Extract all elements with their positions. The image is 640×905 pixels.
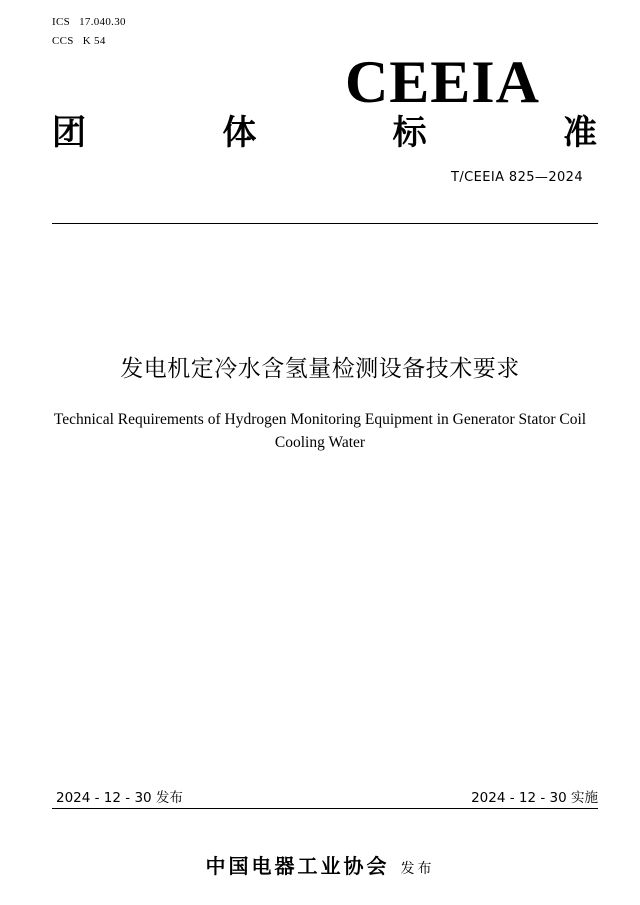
english-title-line-1: Technical Requirements of Hydrogen Monitoring Equipment in Generator Stator Coil [53, 411, 587, 428]
ics-label: ICS [52, 16, 71, 28]
english-title [40, 408, 600, 454]
english-title-line-2: Cooling Water [274, 434, 366, 451]
issue-date: 2024 - 12 - 30 发布 [56, 790, 183, 806]
standard-type-char: 团 [52, 113, 86, 153]
ics-code: 17.040.30 [79, 16, 126, 28]
footer-divider [52, 808, 598, 809]
standard-type-char: 准 [562, 113, 597, 153]
ceeia-logo: CEEIA [344, 49, 540, 115]
standard-type-heading [52, 112, 597, 154]
ics-classification [52, 16, 126, 28]
standard-number: T/CEEIA 825—2024 [451, 170, 583, 185]
implementation-date: 2024 - 12 - 30 实施 [471, 790, 598, 806]
publisher-suffix: 发布 [400, 861, 435, 877]
publisher [0, 850, 640, 879]
ccs-label: CCS [52, 35, 74, 47]
ccs-classification [52, 35, 106, 47]
standard-type-char: 体 [222, 113, 257, 153]
publisher-name: 中国电器工业协会 [205, 854, 390, 878]
ccs-code: K 54 [82, 35, 106, 47]
chinese-title: 发电机定冷水含氢量检测设备技术要求 [120, 356, 520, 382]
standard-type-char: 标 [392, 113, 427, 153]
header-divider [52, 223, 598, 224]
